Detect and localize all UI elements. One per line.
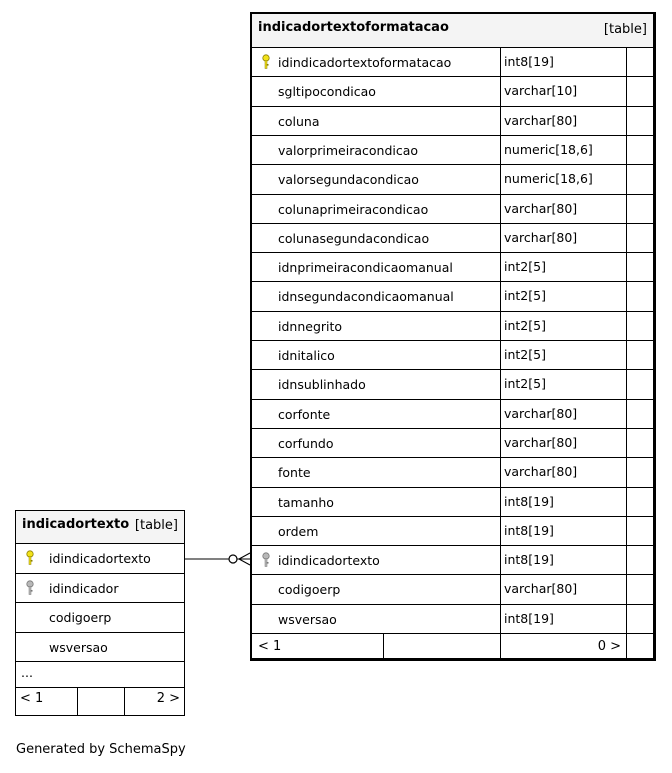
- column-row[interactable]: [252, 574, 653, 603]
- column-name: wsversao: [49, 639, 108, 655]
- footer-right: 0 >: [597, 639, 621, 654]
- footer-divider: [383, 634, 384, 658]
- column-row[interactable]: [252, 545, 653, 574]
- column-name: fonte: [278, 465, 311, 481]
- column-row[interactable]: [252, 457, 653, 486]
- column-type: varchar[80]: [504, 405, 578, 421]
- column-row[interactable]: [252, 47, 653, 76]
- column-name: coluna: [278, 113, 320, 129]
- column-row[interactable]: [16, 573, 184, 603]
- type-column-divider: [500, 47, 501, 658]
- table-indicadortextoformatacao[interactable]: [250, 12, 656, 661]
- column-type: int2[5]: [504, 259, 546, 275]
- column-row[interactable]: [16, 602, 184, 632]
- foreign-key-icon: [26, 580, 34, 596]
- column-row[interactable]: [252, 194, 653, 223]
- column-type: varchar[80]: [504, 229, 578, 245]
- column-row[interactable]: [252, 399, 653, 428]
- table-indicadortexto[interactable]: [15, 510, 185, 716]
- column-row[interactable]: [252, 340, 653, 369]
- column-name: codigoerp: [278, 582, 341, 598]
- column-name: tamanho: [278, 494, 334, 510]
- column-name: idindicadortexto: [278, 553, 380, 569]
- ellipsis: ...: [21, 665, 33, 680]
- column-row[interactable]: [252, 252, 653, 281]
- table-header: [16, 511, 184, 543]
- column-name: idindicador: [49, 580, 119, 596]
- column-row[interactable]: [252, 223, 653, 252]
- column-row[interactable]: [252, 428, 653, 457]
- column-type: int2[5]: [504, 288, 546, 304]
- table-header: [252, 14, 653, 47]
- column-name: ordem: [278, 523, 319, 539]
- column-row[interactable]: [252, 487, 653, 516]
- table-name: indicadortexto: [22, 517, 130, 532]
- column-row[interactable]: [252, 369, 653, 398]
- column-type: int2[5]: [504, 347, 546, 362]
- table-kind: [table]: [603, 22, 647, 37]
- table-kind: [table]: [134, 518, 178, 533]
- column-type: numeric[18,6]: [504, 171, 593, 187]
- column-name: idnprimeiracondicaomanual: [278, 260, 453, 276]
- column-row[interactable]: [252, 516, 653, 545]
- column-row[interactable]: [16, 632, 184, 662]
- column-row[interactable]: [252, 164, 653, 193]
- column-type: int8[19]: [504, 54, 554, 69]
- footer-divider-right: [124, 688, 125, 715]
- column-type: varchar[80]: [504, 200, 578, 216]
- primary-key-icon: [26, 550, 34, 566]
- column-type: varchar[10]: [504, 83, 578, 99]
- extra-column-divider: [626, 47, 627, 658]
- column-name: idnsegundacondicaomanual: [278, 289, 454, 305]
- column-row[interactable]: [252, 604, 653, 633]
- column-name: idnitalico: [278, 348, 335, 363]
- column-name: idnnegrito: [278, 318, 343, 334]
- column-name: corfundo: [278, 435, 334, 451]
- table-name: indicadortextoformatacao: [258, 20, 449, 35]
- column-type: varchar[80]: [504, 112, 578, 128]
- column-type: numeric[18,6]: [504, 141, 593, 157]
- column-name: wsversao: [278, 611, 337, 627]
- footer-right: 2 >: [156, 691, 180, 706]
- column-row[interactable]: [252, 106, 653, 135]
- column-type: varchar[80]: [504, 434, 578, 450]
- column-type: varchar[80]: [504, 464, 578, 480]
- crowfoot-upper: [239, 553, 250, 559]
- column-row[interactable]: [252, 311, 653, 340]
- column-name: idnsublinhado: [278, 377, 366, 393]
- column-name: colunaprimeiracondicao: [278, 201, 429, 217]
- column-type: int2[5]: [504, 317, 546, 333]
- column-type: int8[19]: [504, 610, 554, 626]
- footer-left: < 1: [258, 639, 282, 654]
- column-type: int8[19]: [504, 552, 554, 568]
- column-name: idindicadortextoformatacao: [278, 55, 452, 70]
- column-name: sgltipocondicao: [278, 84, 376, 100]
- column-type: int2[5]: [504, 376, 546, 392]
- column-name: valorsegundacondicao: [278, 172, 419, 188]
- column-name: idindicadortexto: [49, 551, 151, 566]
- column-name: colunasegundacondicao: [278, 230, 430, 246]
- column-row[interactable]: [252, 281, 653, 310]
- column-row[interactable]: [252, 76, 653, 105]
- column-row[interactable]: [252, 135, 653, 164]
- crowfoot-lower: [239, 559, 250, 565]
- primary-key-icon: [262, 54, 270, 70]
- column-type: int8[19]: [504, 493, 554, 509]
- column-name: corfonte: [278, 406, 331, 422]
- column-name: codigoerp: [49, 610, 112, 625]
- optional-circle: [229, 555, 237, 563]
- column-type: int8[19]: [504, 522, 554, 538]
- footer-left: < 1: [20, 691, 44, 706]
- footer-divider-left: [77, 688, 78, 715]
- column-type: varchar[80]: [504, 581, 578, 597]
- column-row[interactable]: [16, 543, 184, 573]
- column-name: valorprimeiracondicao: [278, 142, 419, 158]
- more-columns-row[interactable]: [16, 661, 184, 687]
- table-footer: [252, 633, 653, 658]
- generated-by-credit: Generated by SchemaSpy: [16, 742, 186, 757]
- table-footer: [16, 687, 184, 715]
- foreign-key-icon: [262, 552, 270, 568]
